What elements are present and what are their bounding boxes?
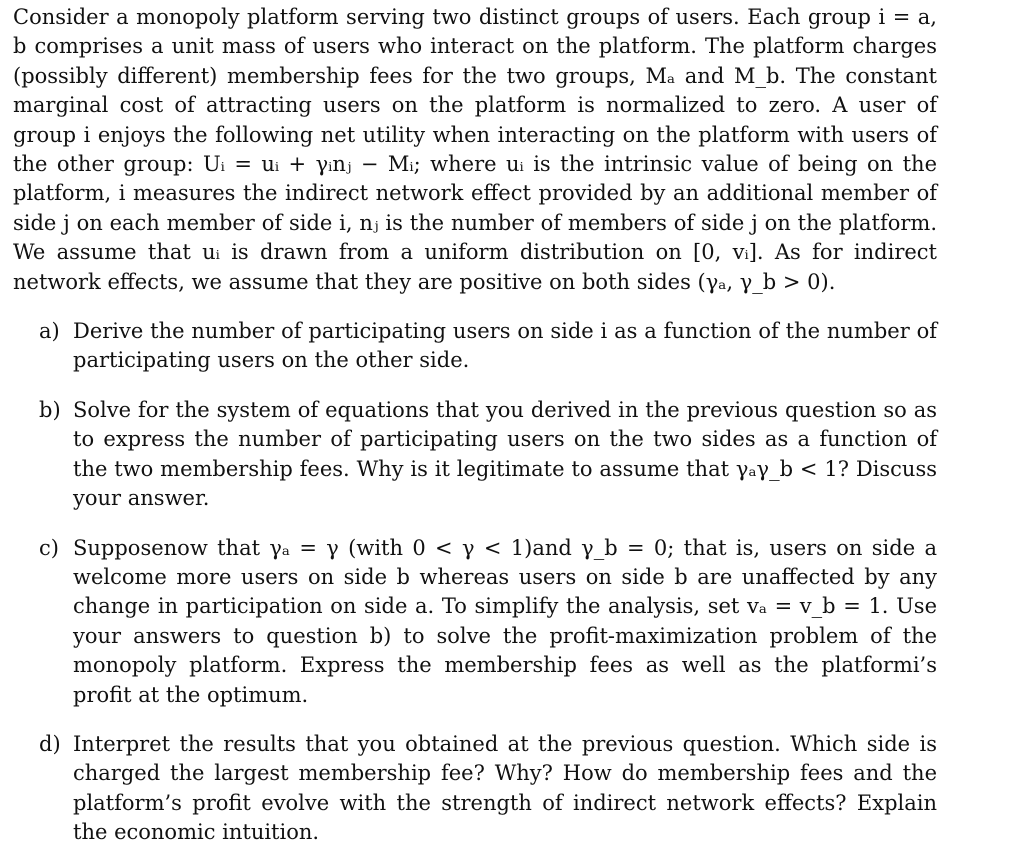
question-c xyxy=(13,534,937,710)
question-b-label: b) xyxy=(39,397,61,422)
question-c-label: c) xyxy=(39,535,59,560)
question-b xyxy=(13,396,937,514)
question-c-text: Supposenow that γₐ = γ (with 0 < γ < 1)and γ_b = 0; that is, users on side a welcome more users on side b whereas users on side b are unaffected by any change in participation on side a. To simplify the analysis, set vₐ = v_b = 1. Use your answers to question b) to solve the profit-maximization problem of the monopoly platform. Express the membership fees as well as the platformi’s profit at the optimum. xyxy=(73,535,937,707)
question-d-label: d) xyxy=(39,731,61,756)
question-b-text: Solve for the system of equations that you derived in the previous question so as to express the number of participating users on the two sides as a function of the two membership fees. Why is it legitimate to assume that γₐγ_b < 1? Discuss your answer. xyxy=(73,397,937,511)
problem-document xyxy=(13,3,937,848)
question-a-text: Derive the number of participating users on side i as a function of the number of participating users on the other side. xyxy=(73,319,937,373)
question-a-label: a) xyxy=(39,319,60,344)
problem-intro: Consider a monopoly platform serving two distinct groups of users. Each group i = a, b comprises a unit mass of users who interact on the platform. The platform charges (possibly different) membership fees for the two groups, Mₐ and M_b. The constant marginal cost of attracting users on the platform is normalized to zero. A user of group i enjoys the following net utility when interacting on the platform with users of the other group: Uᵢ = uᵢ + γᵢnⱼ − Mᵢ; where uᵢ is the intrinsic value of being on the platform, i measures the indirect network effect provided by an additional member of side j on each member of side i, nⱼ is the number of members of side j on the platform. We assume that uᵢ is drawn from a uniform distribution on [0, vᵢ]. As for indirect network effects, we assume that they are positive on both sides (γₐ, γ_b > 0). xyxy=(13,5,937,294)
question-d-text: Interpret the results that you obtained at the previous question. Which side is charged the largest membership fee? Why? How do membership fees and the platform’s profit evolve with the strength of indirect network effects? Explain the economic intuition. xyxy=(73,731,937,845)
question-d xyxy=(13,730,937,848)
question-a xyxy=(13,317,937,376)
